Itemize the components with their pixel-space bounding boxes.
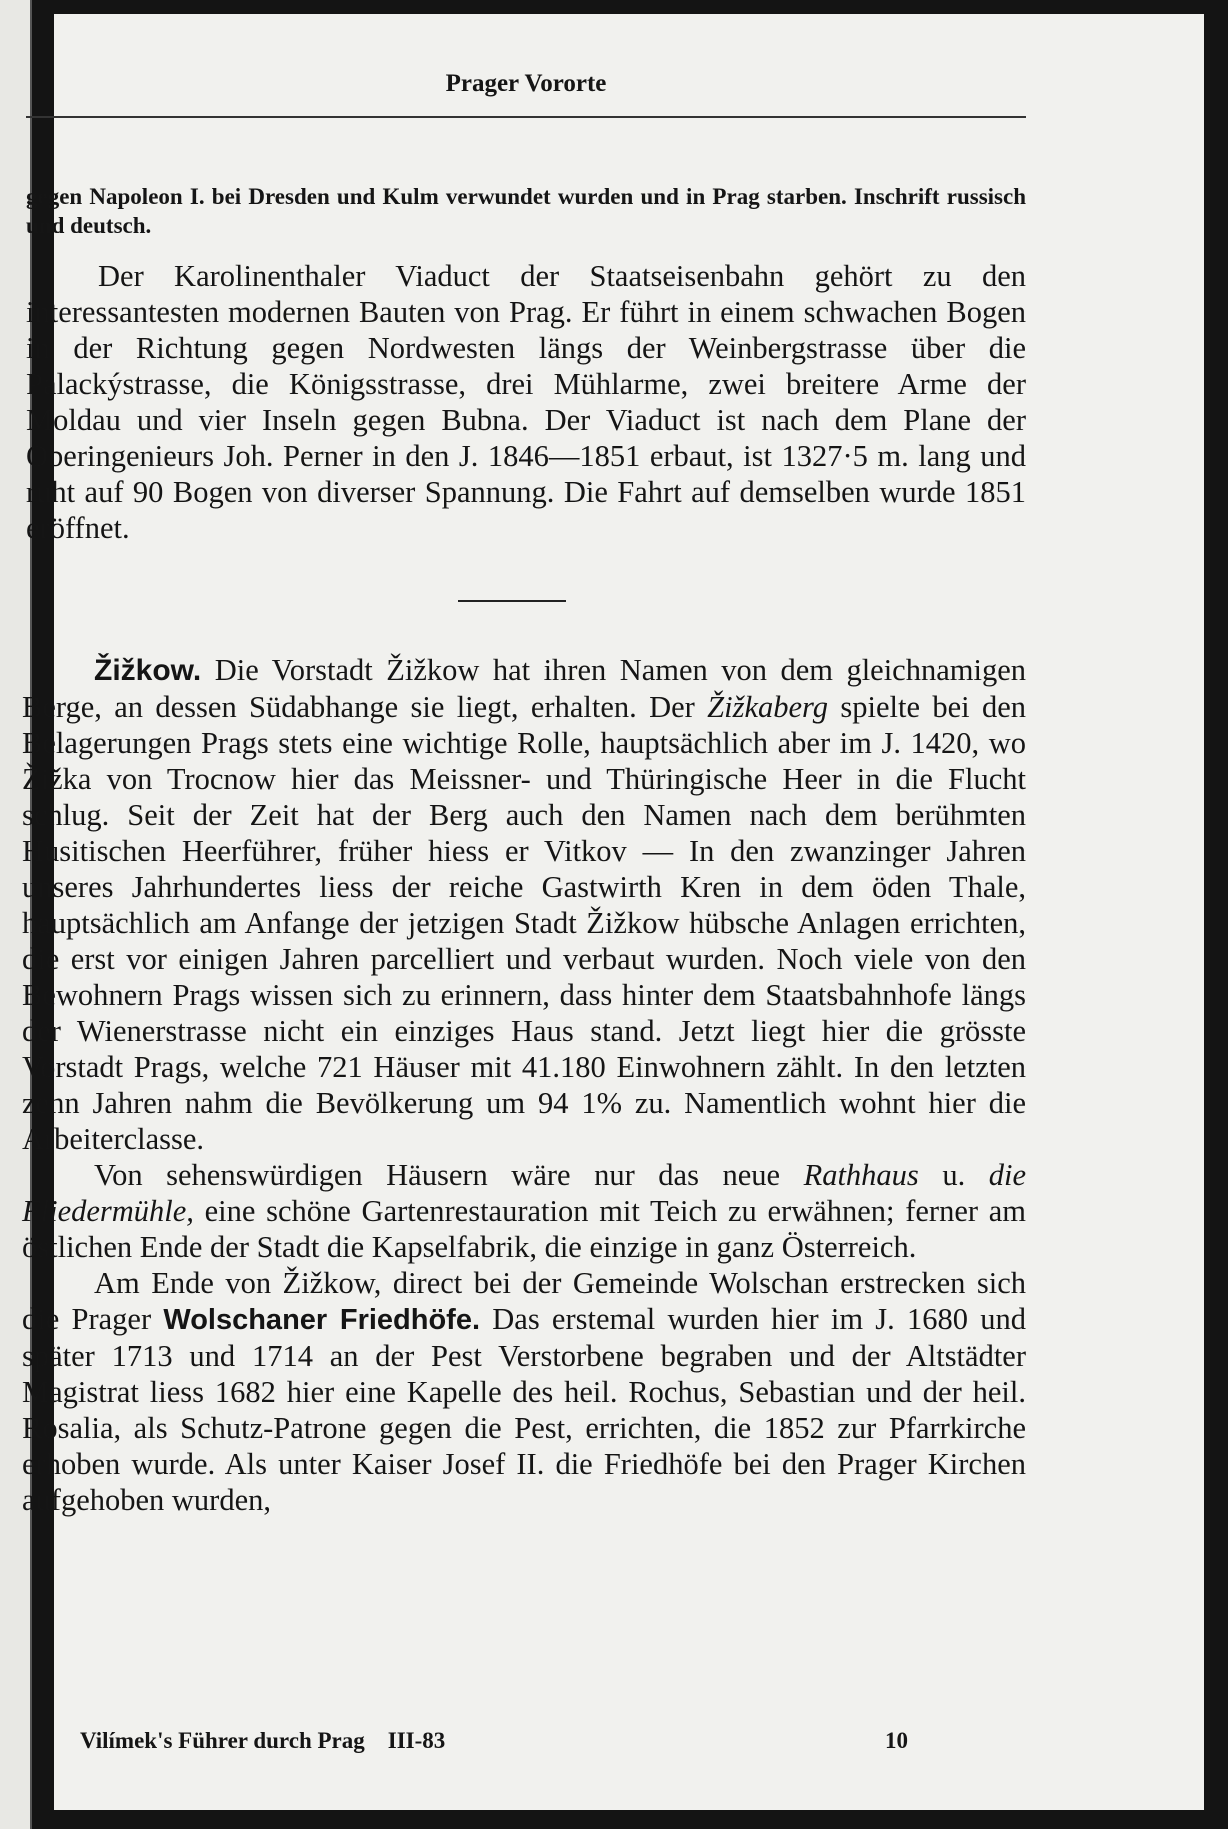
zizkow-text-a: Die Vorstadt Žižkow hat ihren Namen von dem gleichnamigen Berge, an dessen Südabhange sie liegt, erhalten. Der — [22, 653, 1026, 724]
rathhaus-italic: Rathhaus — [803, 1158, 919, 1192]
page-number: 10 — [885, 1728, 908, 1753]
sights-text-c: eine schöne Gartenrestauration mit Teich zu erwähnen; ferner am östlichen Ende der Stadt die Kapselfabrik, die einzige in ganz Österreich. — [22, 1194, 1026, 1264]
zizkow-section — [22, 652, 1026, 1518]
cemetery-text-b: Das erstemal wurden hier im J. 1680 und später 1713 und 1714 an der Pest Verstorbene begraben und der Altstädter Magistrat liess 1682 hier eine Kapelle des heil. Rochus, Sebastian und der heil. Rosalia, als Schutz-Patrone gegen die Pest, errichten, die 1852 zur Pfarrkirche erhoben wurde. Als unter Kaiser Josef II. die Friedhöfe bei den Prager Kirchen aufgehoben wurden, — [22, 1302, 1026, 1517]
sights-text-a: Von sehenswürdigen Häusern wäre nur das neue — [94, 1158, 804, 1192]
footer-signature: Vilímek's Führer durch Prag III-83 — [80, 1728, 446, 1753]
sights-text-b: u. — [918, 1158, 989, 1192]
sights-paragraph — [22, 1157, 1026, 1265]
running-header: Prager Vororte — [445, 70, 607, 97]
fliedermuehle-italic: die Fliedermühle, — [22, 1158, 1027, 1228]
zizkow-text-b: spielte bei den Belagerungen Prags stets eine wichtige Rolle, hauptsächlich aber im J. 1420, wo Žižka von Trocnow hier das Meissner- und Thüringische Heer in die Flucht schlug. Seit der Zeit hat der Berg auch den Namen nach dem berühmten Husitischen Heerführer, früher hiess er Vitkov — In den zwanzinger Jahren unseres Jahrhundertes liess der reiche Gastwirth Kren in dem öden Thale, hauptsächlich am Anfange der jetzigen Stadt Žižkow hübsche Anlagen errichten, die erst vor einigen Jahren parcelliert und verbaut wurden. Noch viele von den Bewohnern Prags wissen sich zu erinnern, dass hinter dem Staatsbahnhofe längs der Wienerstrasse nicht ein einziges Haus stand. Jetzt liegt hier die grösste Vorstadt Prags, welche 721 Häuser mit 41.180 Einwohnern zählt. In den letzten zehn Jahren nahm die Bevölkerung um 94 1% zu. Namentlich wohnt hier die Arbeiterclasse. — [22, 690, 1026, 1156]
viaduct-paragraph: Der Karolinenthaler Viaduct der Staatseisenbahn gehört zu den interessantesten modernen Bauten von Prag. Er führt in einem schwachen Bogen in der Richtung gegen Nordwesten längs der Weinbergstrasse über die Palackýstrasse, die Königsstrasse, drei Mühlarme, zwei breitere Arme der Moldau und vier Inseln gegen Bubna. Der Viaduct ist nach dem Plane der Oberingenieurs Joh. Perner in den J. 1846—1851 erbaut, ist 1327·5 m. lang und ruht auf 90 Bogen von diverser Spannung. Die Fahrt auf demselben wurde 1851 eröffnet. — [26, 259, 1026, 545]
section-divider — [458, 600, 566, 602]
viaduct-section — [26, 258, 1026, 546]
cemetery-paragraph — [22, 1265, 1026, 1518]
zizkow-heading: Žižkow. — [94, 654, 202, 687]
header-rule — [26, 116, 1026, 118]
cemetery-text-a: Am Ende von Žižkow, direct bei der Gemeinde Wolschan erstrecken sich die Prager — [22, 1266, 1026, 1336]
wolschaner-bold: Wolschaner Friedhöfe. — [163, 1304, 481, 1336]
intro-paragraph: gegen Napoleon I. bei Dresden und Kulm verwundet wurden und in Prag starben. Inschrift russisch und deutsch. — [26, 184, 1026, 238]
zizkow-paragraph — [22, 652, 1026, 1157]
zizkaberg-italic: Žižkaberg — [707, 690, 829, 724]
